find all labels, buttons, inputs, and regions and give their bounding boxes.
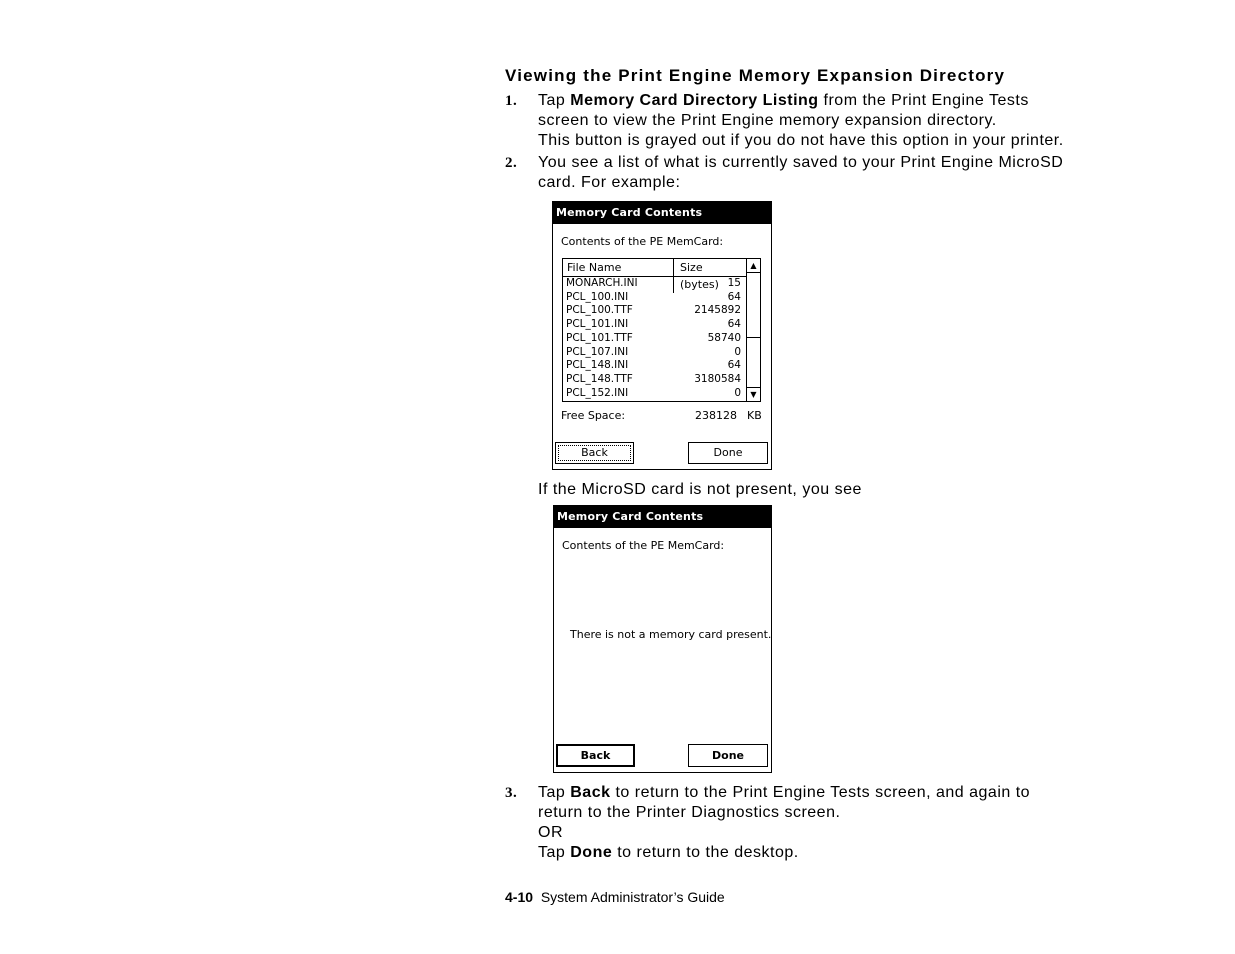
file-name-cell: PCL_100.INI: [566, 290, 629, 303]
contents-label: Contents of the PE MemCard:: [561, 235, 724, 248]
file-name-cell: PCL_107.INI: [566, 345, 629, 358]
table-row[interactable]: [563, 277, 746, 291]
scroll-thumb[interactable]: [747, 272, 760, 338]
file-name-cell: PCL_101.INI: [566, 318, 629, 331]
table-row[interactable]: [563, 304, 746, 318]
scroll-down-arrow-icon[interactable]: ▼: [747, 387, 760, 401]
table-row[interactable]: [563, 346, 746, 360]
file-name-cell: PCL_148.TTF: [566, 372, 633, 385]
section-heading: Viewing the Print Engine Memory Expansion Directory: [505, 66, 1006, 85]
step-3-number: 3.: [505, 785, 518, 801]
dialog-title: Memory Card Contents: [554, 506, 771, 528]
step-1-line-1: [538, 91, 1165, 111]
column-header-size[interactable]: Size (bytes): [673, 259, 740, 293]
file-size-cell: 0: [734, 386, 741, 399]
file-size-cell: 2145892: [694, 304, 741, 317]
back-button-label: Back: [581, 446, 608, 459]
step-3-prefix: Tap: [538, 784, 571, 801]
file-name-cell: PCL_148.INI: [566, 359, 629, 372]
step-3-line-1: [538, 783, 1165, 803]
step-3-or: OR: [538, 824, 563, 841]
file-name-cell: PCL_101.TTF: [566, 331, 633, 344]
step-3-bold: Back: [570, 784, 611, 801]
guide-title: System Administrator’s Guide: [540, 889, 725, 905]
done-button[interactable]: [688, 744, 768, 767]
table-row[interactable]: [563, 359, 746, 373]
step-1: [505, 91, 1165, 151]
table-row[interactable]: [563, 291, 746, 305]
table-row[interactable]: [563, 387, 746, 401]
done-button-label: Done: [712, 749, 744, 762]
file-size-cell: 64: [727, 359, 741, 372]
step-1-bold: Memory Card Directory Listing: [570, 92, 819, 109]
step-3-line-2: return to the Printer Diagnostics screen.: [538, 804, 841, 821]
table-row[interactable]: [563, 332, 746, 346]
no-card-message: There is not a memory card present.: [570, 628, 772, 641]
step-2: [505, 153, 1165, 193]
step-3: [505, 783, 1165, 863]
no-card-dialog: [553, 505, 772, 773]
file-size-cell: 64: [727, 290, 741, 303]
no-card-intro: If the MicroSD card is not present, you see: [538, 481, 862, 498]
page-footer: [505, 889, 725, 905]
file-size-cell: 64: [727, 318, 741, 331]
file-size-cell: 3180584: [694, 372, 741, 385]
table-row[interactable]: [563, 373, 746, 387]
back-button[interactable]: [556, 744, 635, 767]
memory-card-dialog: [552, 201, 772, 470]
file-size-cell: 0: [734, 345, 741, 358]
done-button[interactable]: [688, 442, 768, 464]
list-scrollbar[interactable]: [746, 259, 760, 401]
step-3-line-4-bold: Done: [570, 844, 613, 861]
file-name-cell: MONARCH.INI: [566, 277, 638, 289]
back-button-label: Back: [580, 749, 611, 762]
column-header-file-name[interactable]: File Name: [567, 261, 622, 274]
step-1-line-3: This button is grayed out if you do not have this option in your printer.: [538, 132, 1064, 149]
step-1-suffix: from the Print Engine Tests: [818, 92, 1029, 109]
file-size-cell: 58740: [707, 331, 741, 344]
back-button[interactable]: [555, 442, 634, 464]
table-row[interactable]: [563, 318, 746, 332]
free-space-value: 238128: [695, 409, 737, 422]
step-1-prefix: Tap: [538, 92, 571, 109]
file-size-cell: 15: [727, 277, 741, 289]
page-number: 4-10: [505, 889, 534, 905]
free-space-unit: KB: [747, 409, 762, 422]
step-2-line-2: card. For example:: [538, 174, 681, 191]
file-name-cell: PCL_100.TTF: [566, 304, 633, 317]
free-space-label: Free Space:: [561, 409, 626, 422]
file-name-cell: PCL_152.INI: [566, 386, 629, 399]
step-3-line-4-prefix: Tap: [538, 844, 571, 861]
dialog-title: Memory Card Contents: [553, 202, 771, 224]
step-3-line-4: [538, 843, 1165, 863]
step-2-number: 2.: [505, 155, 518, 171]
step-3-suffix: to return to the Print Engine Tests screen, and again to: [610, 784, 1031, 801]
step-2-line-1: You see a list of what is currently saved to your Print Engine MicroSD: [538, 154, 1064, 171]
step-1-line-2: screen to view the Print Engine memory expansion directory.: [538, 112, 997, 129]
contents-label: Contents of the PE MemCard:: [562, 539, 725, 552]
done-button-label: Done: [713, 446, 743, 459]
step-1-number: 1.: [505, 93, 518, 109]
focus-rect: [558, 445, 631, 461]
step-3-line-4-suffix: to return to the desktop.: [612, 844, 799, 861]
scroll-up-arrow-icon[interactable]: ▲: [747, 259, 760, 273]
file-listbox[interactable]: [562, 258, 761, 402]
